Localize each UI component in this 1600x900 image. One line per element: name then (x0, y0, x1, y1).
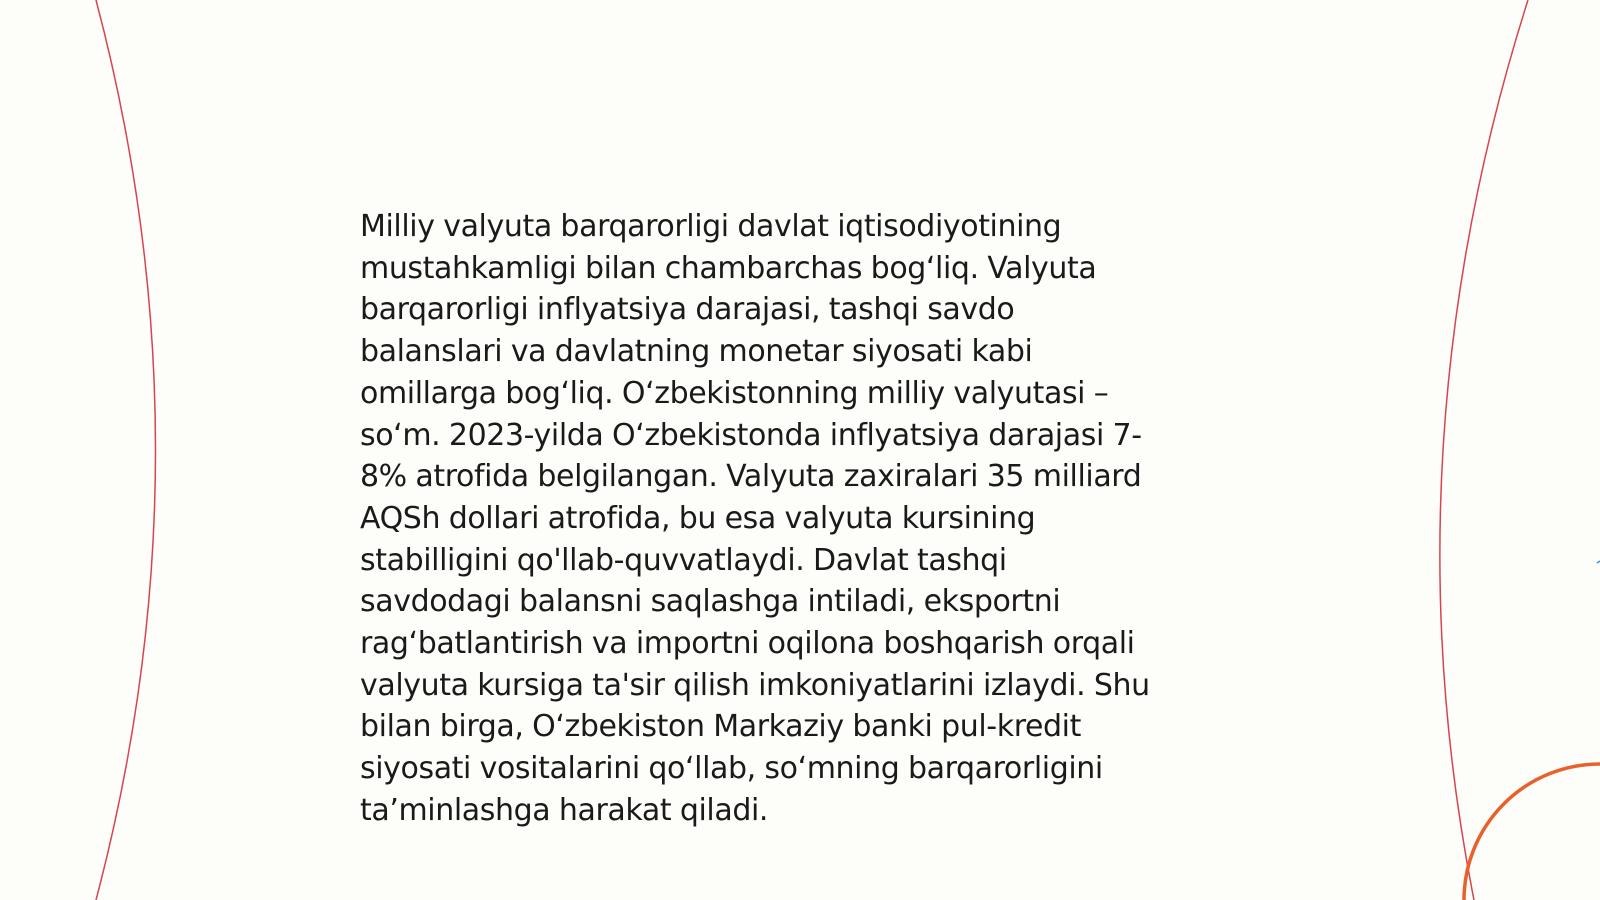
right-arc-line (1440, 0, 1528, 900)
body-paragraph: Milliy valyuta barqarorligi davlat iqtisodiyotining mustahkamligi bilan chambarchas bog‘liq. Valyuta barqarorligi inflyatsiya darajasi, tashqi savdo balanslari va davlatning monetar siyosati kabi omillarga bog‘liq. O‘zbekistonning milliy valyutasi – so‘m. 2023-yilda O‘zbekistonda inflyatsiya darajasi 7- 8% atrofida belgilangan. Valyuta zaxiralari 35 milliard AQSh dollari atrofida, bu esa valyuta kursining stabilligini qo'llab-quvvatlaydi. Davlat tashqi savdodagi balansni saqlashga intiladi, eksportni rag‘batlantirish va importni oqilona boshqarish orqali valyuta kursiga ta'sir qilish imkoniyatlarini izlaydi. Shu bilan birga, O‘zbekiston Markaziy banki pul-kredit siyosati vositalarini qo‘llab, so‘mning barqarorligini ta’minlashga harakat qiladi. (360, 209, 1150, 828)
left-arc-line (96, 0, 156, 900)
orange-ring-shape (1464, 764, 1600, 900)
